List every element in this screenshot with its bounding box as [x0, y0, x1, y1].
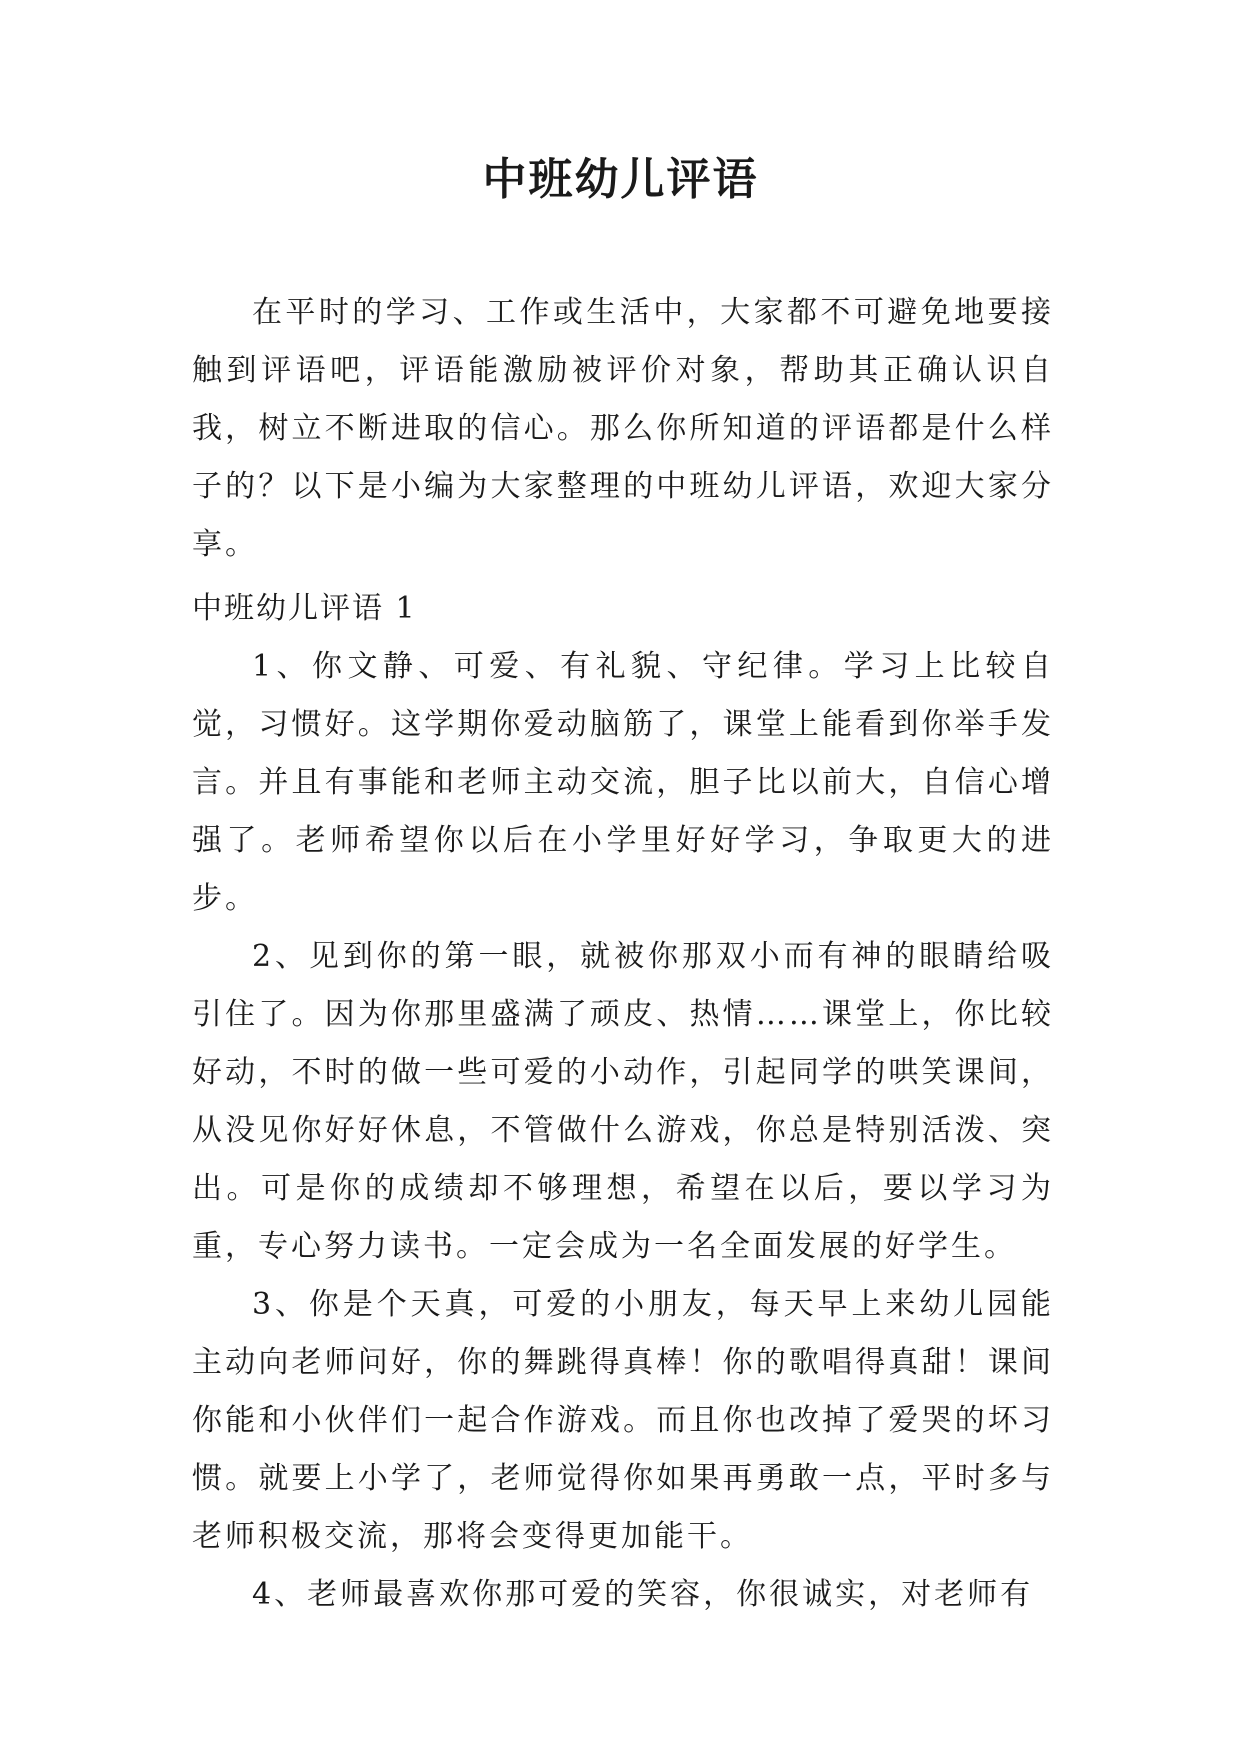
comment-item: 2、见到你的第一眼，就被你那双小而有神的眼睛给吸引住了。因为你那里盛满了顽皮、热情……课堂上，你比较好动，不时的做一些可爱的小动作，引起同学的哄笑课间，从没见你好好休息，不管做什么游戏，你总是特别活泼、突出。可是你的成绩却不够理想，希望在以后，要以学习为重，专心努力读书。一定会成为一名全面发展的好学生。	[192, 939, 1054, 1264]
comment-item: 3、你是个天真，可爱的小朋友，每天早上来幼儿园能主动向老师问好，你的舞跳得真棒！你的歌唱得真甜！课间你能和小伙伴们一起合作游戏。而且你也改掉了爱哭的坏习惯。就要上小学了，老师觉得你如果再勇敢一点，平时多与老师积极交流，那将会变得更加能干。	[192, 1287, 1054, 1554]
comment-list	[192, 638, 1054, 1624]
intro-text: 在平时的学习、工作或生活中，大家都不可避免地要接触到评语吧，评语能激励被评价对象，帮助其正确认识自我，树立不断进取的信心。那么你所知道的评语都是什么样子的？以下是小编为大家整理的中班幼儿评语，欢迎大家分享。	[192, 295, 1054, 562]
comment-item: 4、老师最喜欢你那可爱的笑容，你很诚实，对老师有	[252, 1577, 1034, 1612]
page-title: 中班幼儿评语	[482, 154, 759, 205]
comment-item: 1、你文静、可爱、有礼貌、守纪律。学习上比较自觉，习惯好。这学期你爱动脑筋了，课堂上能看到你举手发言。并且有事能和老师主动交流，胆子比以前大，自信心增强了。老师希望你以后在小学里好好学习，争取更大的进步。	[192, 649, 1054, 916]
section-heading: 中班幼儿评语 1	[192, 591, 417, 626]
intro-paragraph	[192, 284, 1054, 574]
